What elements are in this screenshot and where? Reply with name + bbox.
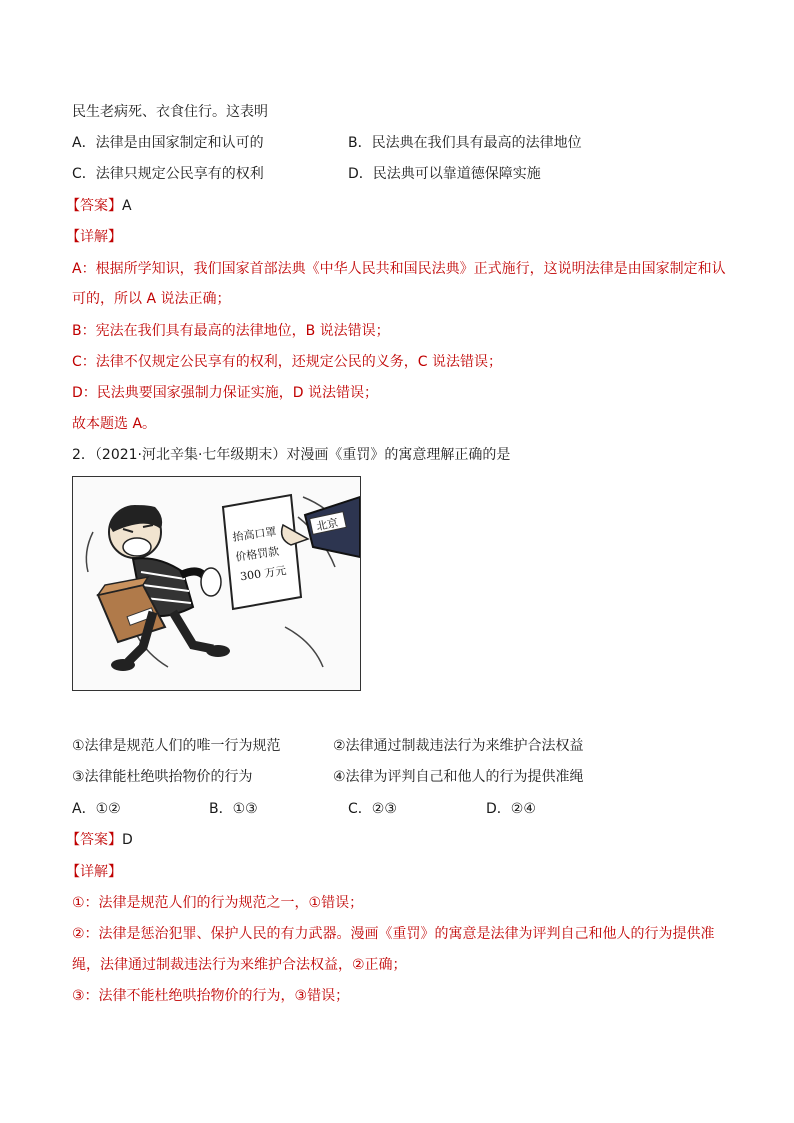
q1-explanation-a-cont: 可的，所以 A 说法正确； (72, 291, 231, 307)
q2-explanation-1: ①：法律是规范人们的行为规范之一，①错误； (72, 895, 364, 911)
cartoon-sign-line3: 300 万元 (239, 564, 288, 584)
q2-choice-c: C．②③ (348, 801, 397, 817)
q1-explanation-d: D：民法典要国家强制力保证实施，D 说法错误； (72, 385, 379, 401)
cartoon-sign-line2: 价格罚款 (234, 544, 280, 564)
cartoon-figure (72, 476, 361, 691)
cartoon-cuff-label: 北京 (315, 516, 340, 534)
q2-statement-4: ④法律为评判自己和他人的行为提供准绳 (333, 769, 584, 785)
q1-conclusion: 故本题选 A。 (72, 416, 157, 432)
q1-explanation-c: C：法律不仅规定公民享有的权利，还规定公民的义务，C 说法错误； (72, 354, 502, 370)
q2-stem: 2．（2021·河北辛集·七年级期末）对漫画《重罚》的寓意理解正确的是 (72, 447, 511, 463)
cartoon-illustration (73, 477, 360, 690)
q1-explanation-b: B：宪法在我们具有最高的法律地位，B 说法错误； (72, 323, 390, 339)
q2-explanation-2-cont: 绳，法律通过制裁违法行为来维护合法权益，②正确； (72, 957, 407, 973)
q2-explanation-3: ③：法律不能杜绝哄抬物价的行为，③错误； (72, 988, 350, 1004)
q2-answer (66, 830, 133, 850)
q1-stem-tail: 民生老病死、衣食住行。这表明 (72, 104, 268, 120)
q2-statement-3: ③法律能杜绝哄抬物价的行为 (72, 769, 253, 785)
q2-choice-d: D．②④ (486, 801, 536, 817)
q2-choice-a: A．①② (72, 801, 121, 817)
q2-explanation-2: ②：法律是惩治犯罪、保护人民的有力武器。漫画《重罚》的寓意是法律为评判自己和他人的行为提供准 (72, 926, 715, 942)
cartoon-sign-line1: 抬高口罩 (231, 525, 278, 545)
q2-choice-b: B．①③ (209, 801, 258, 817)
q1-explanation-a: A：根据所学知识，我们国家首部法典《中华人民共和国民法典》正式施行，这说明法律是由国家制定和认 (72, 261, 726, 277)
q1-answer-value: A (122, 198, 132, 214)
q2-statement-1: ①法律是规范人们的唯一行为规范 (72, 738, 281, 754)
q2-detail-tag: 【详解】 (66, 864, 122, 880)
q1-detail-tag: 【详解】 (66, 229, 122, 245)
q1-option-b: B．民法典在我们具有最高的法律地位 (348, 135, 582, 151)
q1-answer (66, 196, 132, 216)
q2-answer-tag: 【答案】 (66, 832, 122, 848)
q2-answer-value: D (122, 832, 133, 848)
q1-option-d: D．民法典可以靠道德保障实施 (348, 166, 541, 182)
q2-statement-2: ②法律通过制裁违法行为来维护合法权益 (333, 738, 584, 754)
q1-option-c: C．法律只规定公民享有的权利 (72, 166, 264, 182)
q1-answer-tag: 【答案】 (66, 198, 122, 214)
q1-option-a: A．法律是由国家制定和认可的 (72, 135, 264, 151)
